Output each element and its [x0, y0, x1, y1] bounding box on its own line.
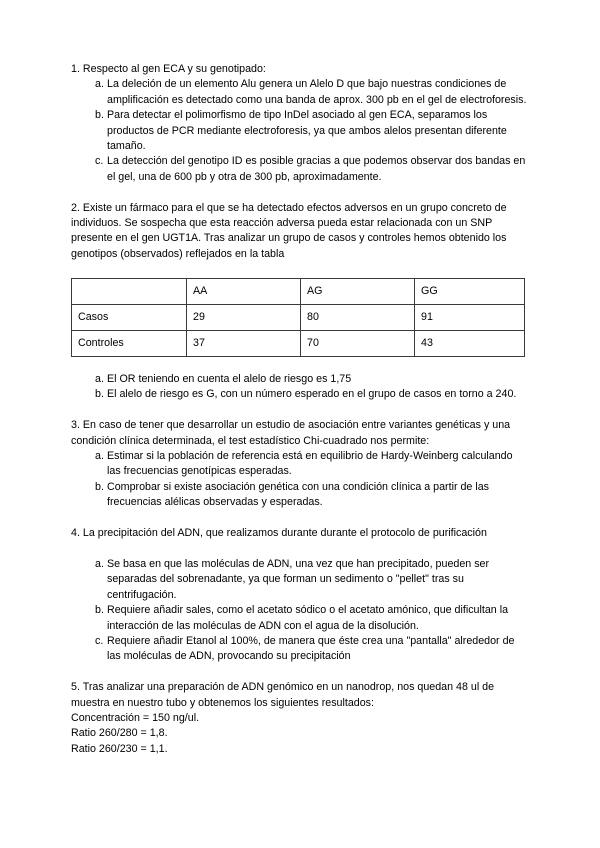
result-ratio-260-230: Ratio 260/230 = 1,1.: [71, 742, 168, 755]
question-1-intro-text: Respecto al gen ECA y su genotipado:: [82, 63, 266, 75]
table-row-label: Controles: [72, 330, 187, 356]
question-4-intro: [71, 526, 527, 541]
paragraph-spacer: [71, 403, 527, 418]
table-header-row: [72, 278, 525, 304]
question-4-intro-text: La precipitación del ADN, que realizamos durante durante el protocolo de purificación: [82, 527, 487, 540]
sub-item-text: Para detectar el polimorfismo de tipo InDel asociado al gen ECA, separamos los productos de PCR mediante electroforesis, ya que ambos alelos presentan diferente tamaño.: [107, 109, 507, 153]
paragraph-spacer: [71, 665, 527, 680]
sub-item-text: El alelo de riesgo es G, con un número esperado en el grupo de casos en torno a 240.: [107, 388, 517, 401]
list-item: [71, 372, 527, 387]
list-item: [71, 77, 527, 108]
sub-item-marker: a.: [95, 373, 104, 386]
question-2-sub-list: [71, 372, 527, 403]
sub-item-marker: a.: [95, 78, 104, 91]
question-1-intro: [71, 62, 527, 77]
genotype-table: [71, 278, 525, 357]
table-row: [72, 330, 525, 356]
table-cell: 80: [301, 304, 415, 330]
sub-item-text: El OR teniendo en cuenta el alelo de riesgo es 1,75: [107, 373, 352, 386]
paragraph-spacer: [71, 511, 527, 526]
genotype-table-wrapper: [71, 278, 527, 357]
result-concentration: Concentración = 150 ng/ul.: [71, 711, 200, 724]
paragraph-spacer: [71, 185, 527, 200]
list-item: [71, 387, 527, 402]
table-cell: 91: [415, 304, 525, 330]
question-3-intro-text: En caso de tener que desarrollar un estudio de asociación entre variantes genéticas y una condición clínica determinada, el test estadístico Chi-cuadrado nos permite:: [71, 419, 511, 447]
table-header-cell-ag: AG: [301, 278, 415, 304]
list-item: [71, 449, 527, 480]
table-cell: 37: [187, 330, 301, 356]
sub-item-text: Requiere añadir sales, como el acetato sódico o el acetato amónico, que dificultan la interacción de las moléculas de ADN con el agua de la disolución.: [107, 604, 509, 632]
table-cell: 70: [301, 330, 415, 356]
question-block-1: [71, 62, 527, 185]
paragraph-spacer: [71, 357, 527, 372]
list-item: [71, 634, 527, 665]
paragraph-spacer: [71, 262, 527, 277]
sub-item-text: Estimar si la población de referencia está en equilibrio de Hardy-Weinberg calculando las frecuencias genotípicas esperadas.: [107, 450, 513, 478]
list-item: [71, 480, 527, 511]
list-item: [71, 557, 527, 603]
question-5-number: 5.: [71, 681, 80, 694]
list-item: [71, 154, 527, 185]
sub-item-marker: b.: [95, 388, 104, 401]
question-block-5: [71, 680, 527, 757]
question-4-number: 4.: [71, 527, 80, 540]
question-2-intro-text: Existe un fármaco para el que se ha detectado efectos adversos en un grupo concreto de individuos. Se sospecha que esta reacción adversa pueda estar relacionada con un SNP presente en el gen UGT1A. Tras analizar un grupo de casos y controles hemos obtenido los genotipos (observados) reflejados en la tabla: [71, 201, 507, 260]
sub-item-marker: c.: [95, 634, 104, 647]
question-block-3: [71, 418, 527, 510]
list-item: [71, 108, 527, 154]
sub-item-text: La deleción de un elemento Alu genera un Alelo D que bajo nuestras condiciones de amplificación es detectado como una banda de aprox. 300 pb en el gel de electroforesis.: [107, 78, 527, 106]
question-4-sub-list: [71, 557, 527, 665]
document-body: [71, 62, 527, 757]
question-1-number: 1.: [71, 63, 80, 75]
question-5-intro: [71, 680, 527, 711]
table-row: [72, 304, 525, 330]
table-header-cell-blank: [72, 278, 187, 304]
table-row-label: Casos: [72, 304, 187, 330]
sub-item-marker: b.: [95, 480, 104, 493]
sub-item-text: Requiere añadir Etanol al 100%, de manera que éste crea una "pantalla" alrededor de las moléculas de ADN, provocando su precipitación: [107, 634, 515, 663]
sub-item-marker: b.: [95, 109, 104, 122]
question-block-2: [71, 201, 527, 263]
table-header-cell-gg: GG: [415, 278, 525, 304]
list-item: [71, 603, 527, 634]
question-3-sub-list: [71, 449, 527, 511]
sub-item-text: Comprobar si existe asociación genética con una condición clínica a partir de las frecuencias alélicas observadas y esperadas.: [107, 480, 489, 509]
sub-item-text: Se basa en que las moléculas de ADN, una vez que han precipitado, pueden ser separadas del sobrenadante, ya que forman un sedimento o "pellet" tras su centrifugación.: [107, 557, 490, 601]
question-2-number: 2.: [71, 201, 80, 214]
question-2-intro: [71, 201, 527, 263]
sub-item-marker: b.: [95, 604, 104, 617]
question-3-number: 3.: [71, 419, 80, 432]
table-cell: 43: [415, 330, 525, 356]
question-block-4: [71, 526, 527, 665]
question-5-intro-text: Tras analizar una preparación de ADN genómico en un nanodrop, nos quedan 48 ul de muestra en nuestro tubo y obtenemos los siguientes resultados:: [71, 681, 495, 709]
paragraph-spacer: [71, 541, 527, 556]
sub-item-marker: a.: [95, 557, 104, 570]
question-3-intro: [71, 418, 527, 449]
sub-item-text: La detección del genotipo ID es posible gracias a que podemos observar dos bandas en el gel, una de 600 pb y otra de 300 pb, aproximadamente.: [107, 155, 526, 183]
table-cell: 29: [187, 304, 301, 330]
sub-item-marker: c.: [95, 155, 104, 168]
table-header-cell-aa: AA: [187, 278, 301, 304]
question-1-sub-list: [71, 77, 527, 185]
result-ratio-260-280: Ratio 260/280 = 1,8.: [71, 727, 168, 740]
sub-item-marker: a.: [95, 450, 104, 463]
